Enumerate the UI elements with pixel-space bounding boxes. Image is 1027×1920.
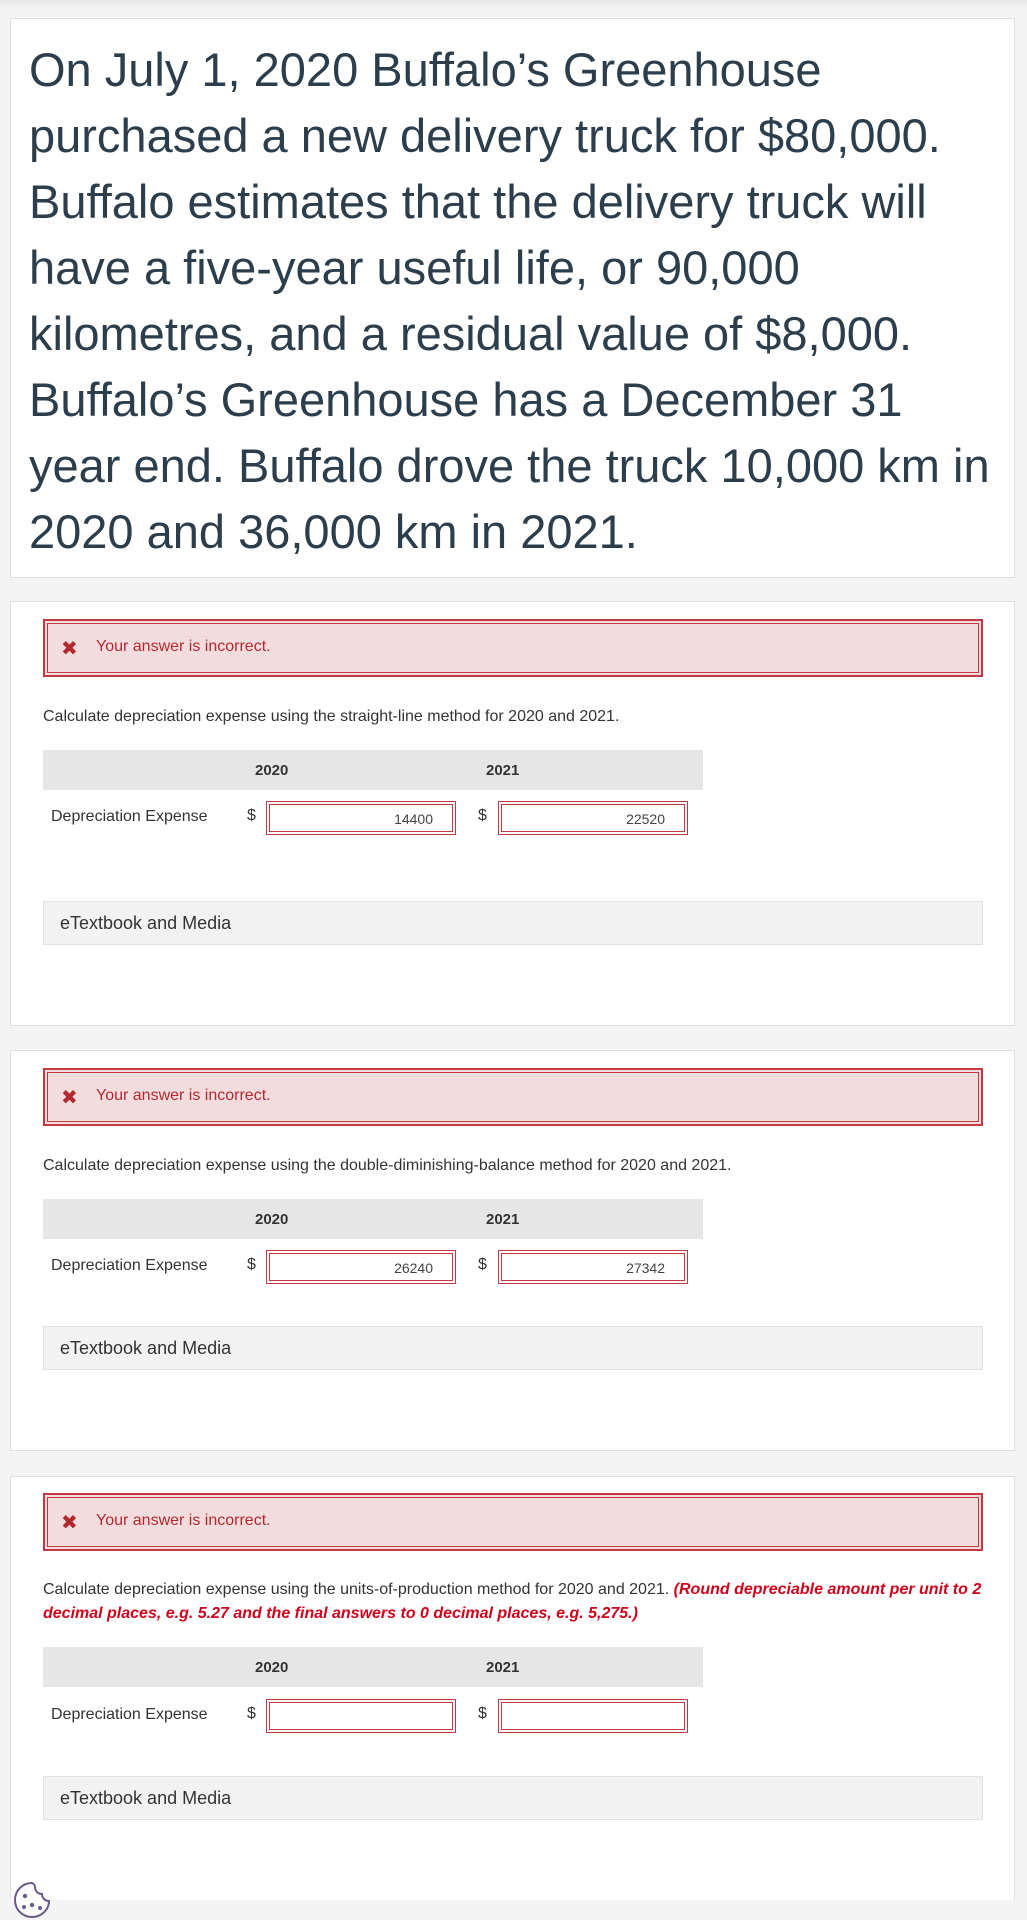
row-label: Depreciation Expense bbox=[51, 1257, 208, 1274]
close-icon: ✖ bbox=[61, 1087, 78, 1109]
column-header-2021: 2021 bbox=[486, 1659, 520, 1676]
question-card-units-of-production bbox=[10, 1476, 1015, 1900]
question-card-double-diminishing bbox=[10, 1050, 1015, 1451]
close-icon: ✖ bbox=[61, 1512, 78, 1534]
table-header bbox=[43, 1647, 703, 1687]
etextbook-media-link[interactable]: eTextbook and Media bbox=[43, 1776, 983, 1820]
question-prompt bbox=[43, 1578, 983, 1626]
row-label: Depreciation Expense bbox=[51, 1706, 208, 1723]
answer-input-2021[interactable]: 27342 bbox=[498, 1250, 688, 1284]
incorrect-alert bbox=[43, 1068, 983, 1126]
incorrect-alert bbox=[43, 619, 983, 677]
top-shadow bbox=[0, 0, 1027, 8]
alert-message: Your answer is incorrect. bbox=[96, 638, 271, 655]
currency-symbol: $ bbox=[478, 1705, 487, 1722]
rounding-note: (Round depreciable amount per unit to 2 decimal places, e.g. 5.27 and the final answers to 0 decimal places, e.g. 5,275.) bbox=[43, 1581, 982, 1622]
incorrect-alert bbox=[43, 1493, 983, 1551]
etextbook-media-link[interactable]: eTextbook and Media bbox=[43, 1326, 983, 1370]
problem-card bbox=[10, 18, 1015, 578]
problem-text: On July 1, 2020 Buffalo’s Greenhouse purchased a new delivery truck for $80,000. Buffalo estimates that the delivery truck will have a five-year useful life, or 90,000 kilometres, and a residual value of $8,000. Buffalo’s Greenhouse has a December 31 year end. Buffalo drove the truck 10,000 km in 2020 and 36,000 km in 2021. bbox=[29, 43, 990, 558]
question-prompt: Calculate depreciation expense using the straight-line method for 2020 and 2021. bbox=[43, 708, 620, 725]
etextbook-media-link[interactable]: eTextbook and Media bbox=[43, 901, 983, 945]
currency-symbol: $ bbox=[247, 1705, 256, 1722]
column-header-2020: 2020 bbox=[255, 1211, 289, 1228]
prompt-text: Calculate depreciation expense using the units-of-production method for 2020 and 2021. bbox=[43, 1581, 670, 1598]
row-label: Depreciation Expense bbox=[51, 808, 208, 825]
answer-input-2020[interactable] bbox=[266, 1699, 456, 1733]
question-prompt: Calculate depreciation expense using the double-diminishing-balance method for 2020 and 2021. bbox=[43, 1157, 732, 1174]
answer-input-2021[interactable]: 22520 bbox=[498, 801, 688, 835]
currency-symbol: $ bbox=[247, 807, 256, 824]
table-header bbox=[43, 1199, 703, 1239]
column-header-2021: 2021 bbox=[486, 762, 520, 779]
answer-input-2021[interactable] bbox=[498, 1699, 688, 1733]
currency-symbol: $ bbox=[478, 1256, 487, 1273]
answer-input-2020[interactable]: 26240 bbox=[266, 1250, 456, 1284]
column-header-2020: 2020 bbox=[255, 1659, 289, 1676]
cookie-icon[interactable] bbox=[12, 1880, 52, 1920]
question-card-straight-line bbox=[10, 601, 1015, 1026]
alert-message: Your answer is incorrect. bbox=[96, 1512, 271, 1529]
alert-message: Your answer is incorrect. bbox=[96, 1087, 271, 1104]
table-header bbox=[43, 750, 703, 790]
currency-symbol: $ bbox=[478, 807, 487, 824]
column-header-2021: 2021 bbox=[486, 1211, 520, 1228]
close-icon: ✖ bbox=[61, 638, 78, 660]
column-header-2020: 2020 bbox=[255, 762, 289, 779]
currency-symbol: $ bbox=[247, 1256, 256, 1273]
answer-input-2020[interactable]: 14400 bbox=[266, 801, 456, 835]
